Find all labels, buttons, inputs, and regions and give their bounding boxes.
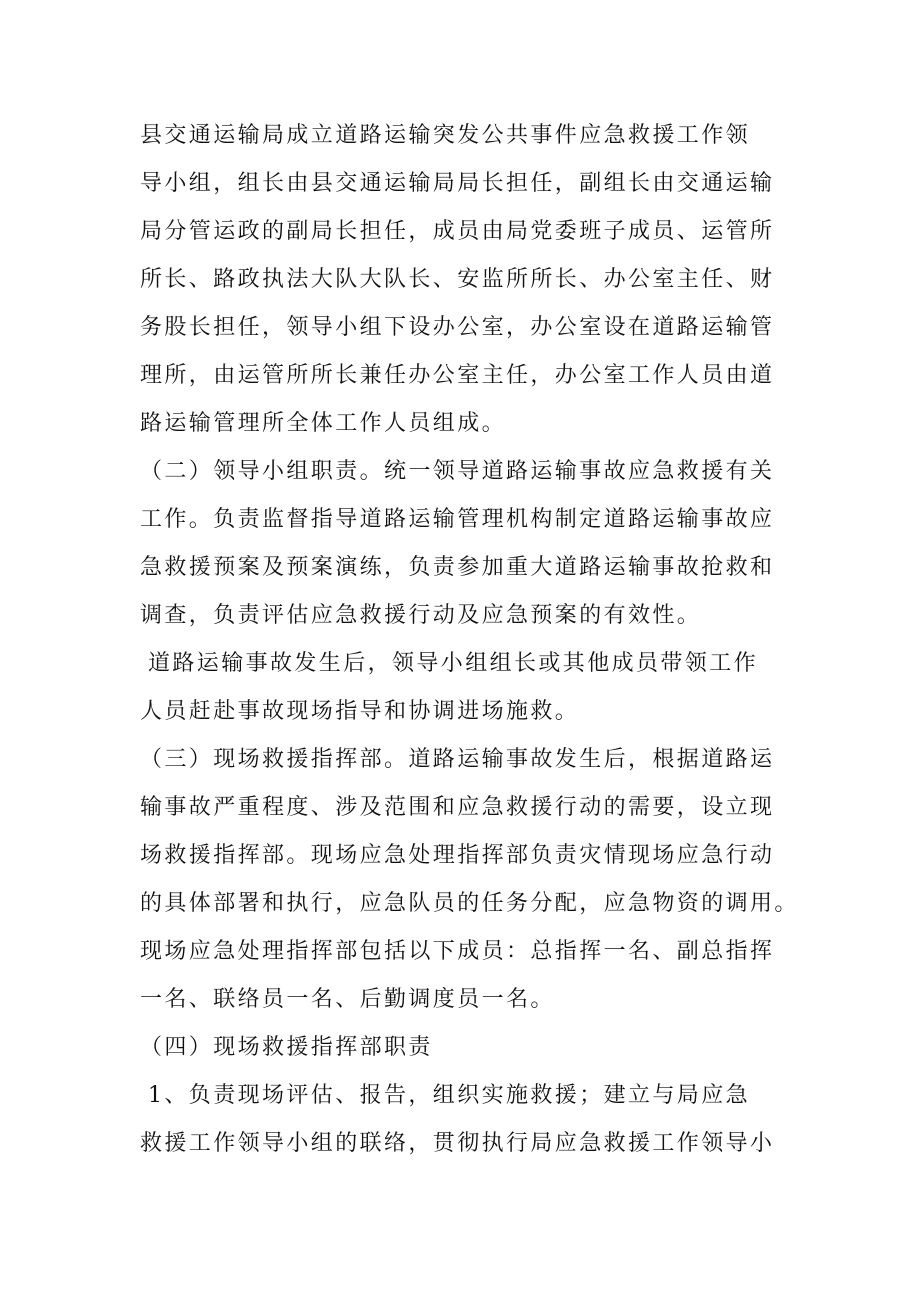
paragraph-line: 调查，负责评估应急救援行动及应急预案的有效性。 [140, 603, 702, 628]
paragraph-line: 人员赶赴事故现场指导和协调进场施救。 [140, 699, 580, 724]
paragraph-line: 的具体部署和执行，应急队员的任务分配，应急物资的调用。 [140, 891, 799, 916]
section-heading-line: （三）现场救援指挥部。道路运输事故发生后，根据道路运 [140, 747, 775, 772]
paragraph-line: 输事故严重程度、涉及范围和应急救援行动的需要，设立现 [140, 795, 775, 820]
paragraph-line: 导小组，组长由县交通运输局局长担任，副组长由交通运输 [140, 171, 775, 196]
section-heading-line: （四）现场救援指挥部职责 [140, 1035, 433, 1060]
paragraph-line: 救援工作领导小组的联络，贯彻执行局应急救援工作领导小 [140, 1131, 775, 1156]
list-item-line: 1、负责现场评估、报告，组织实施救援；建立与局应急 [148, 1083, 750, 1108]
section-heading-line: （二）领导小组职责。统一领导道路运输事故应急救援有关 [140, 459, 775, 484]
paragraph-line: 所长、路政执法大队大队长、安监所所长、办公室主任、财 [140, 267, 775, 292]
paragraph-line: 路运输管理所全体工作人员组成。 [140, 411, 507, 436]
paragraph-line: 场救援指挥部。现场应急处理指挥部负责灾情现场应急行动 [140, 843, 775, 868]
paragraph-line: 一名、联络员一名、后勤调度员一名。 [140, 987, 555, 1012]
paragraph-line: 务股长担任，领导小组下设办公室，办公室设在道路运输管 [140, 315, 775, 340]
paragraph-line: 急救援预案及预案演练，负责参加重大道路运输事故抢救和 [140, 555, 775, 580]
paragraph-line: 局分管运政的副局长担任，成员由局党委班子成员、运管所 [140, 219, 775, 244]
paragraph-line: 理所，由运管所所长兼任办公室主任，办公室工作人员由道 [140, 363, 775, 388]
paragraph-line: 现场应急处理指挥部包括以下成员：总指挥一名、副总指挥 [140, 939, 775, 964]
paragraph-line: 县交通运输局成立道路运输突发公共事件应急救援工作领 [140, 123, 751, 148]
paragraph-line: 道路运输事故发生后，领导小组组长或其他成员带领工作 [148, 651, 759, 676]
paragraph-line: 工作。负责监督指导道路运输管理机构制定道路运输事故应 [140, 507, 775, 532]
